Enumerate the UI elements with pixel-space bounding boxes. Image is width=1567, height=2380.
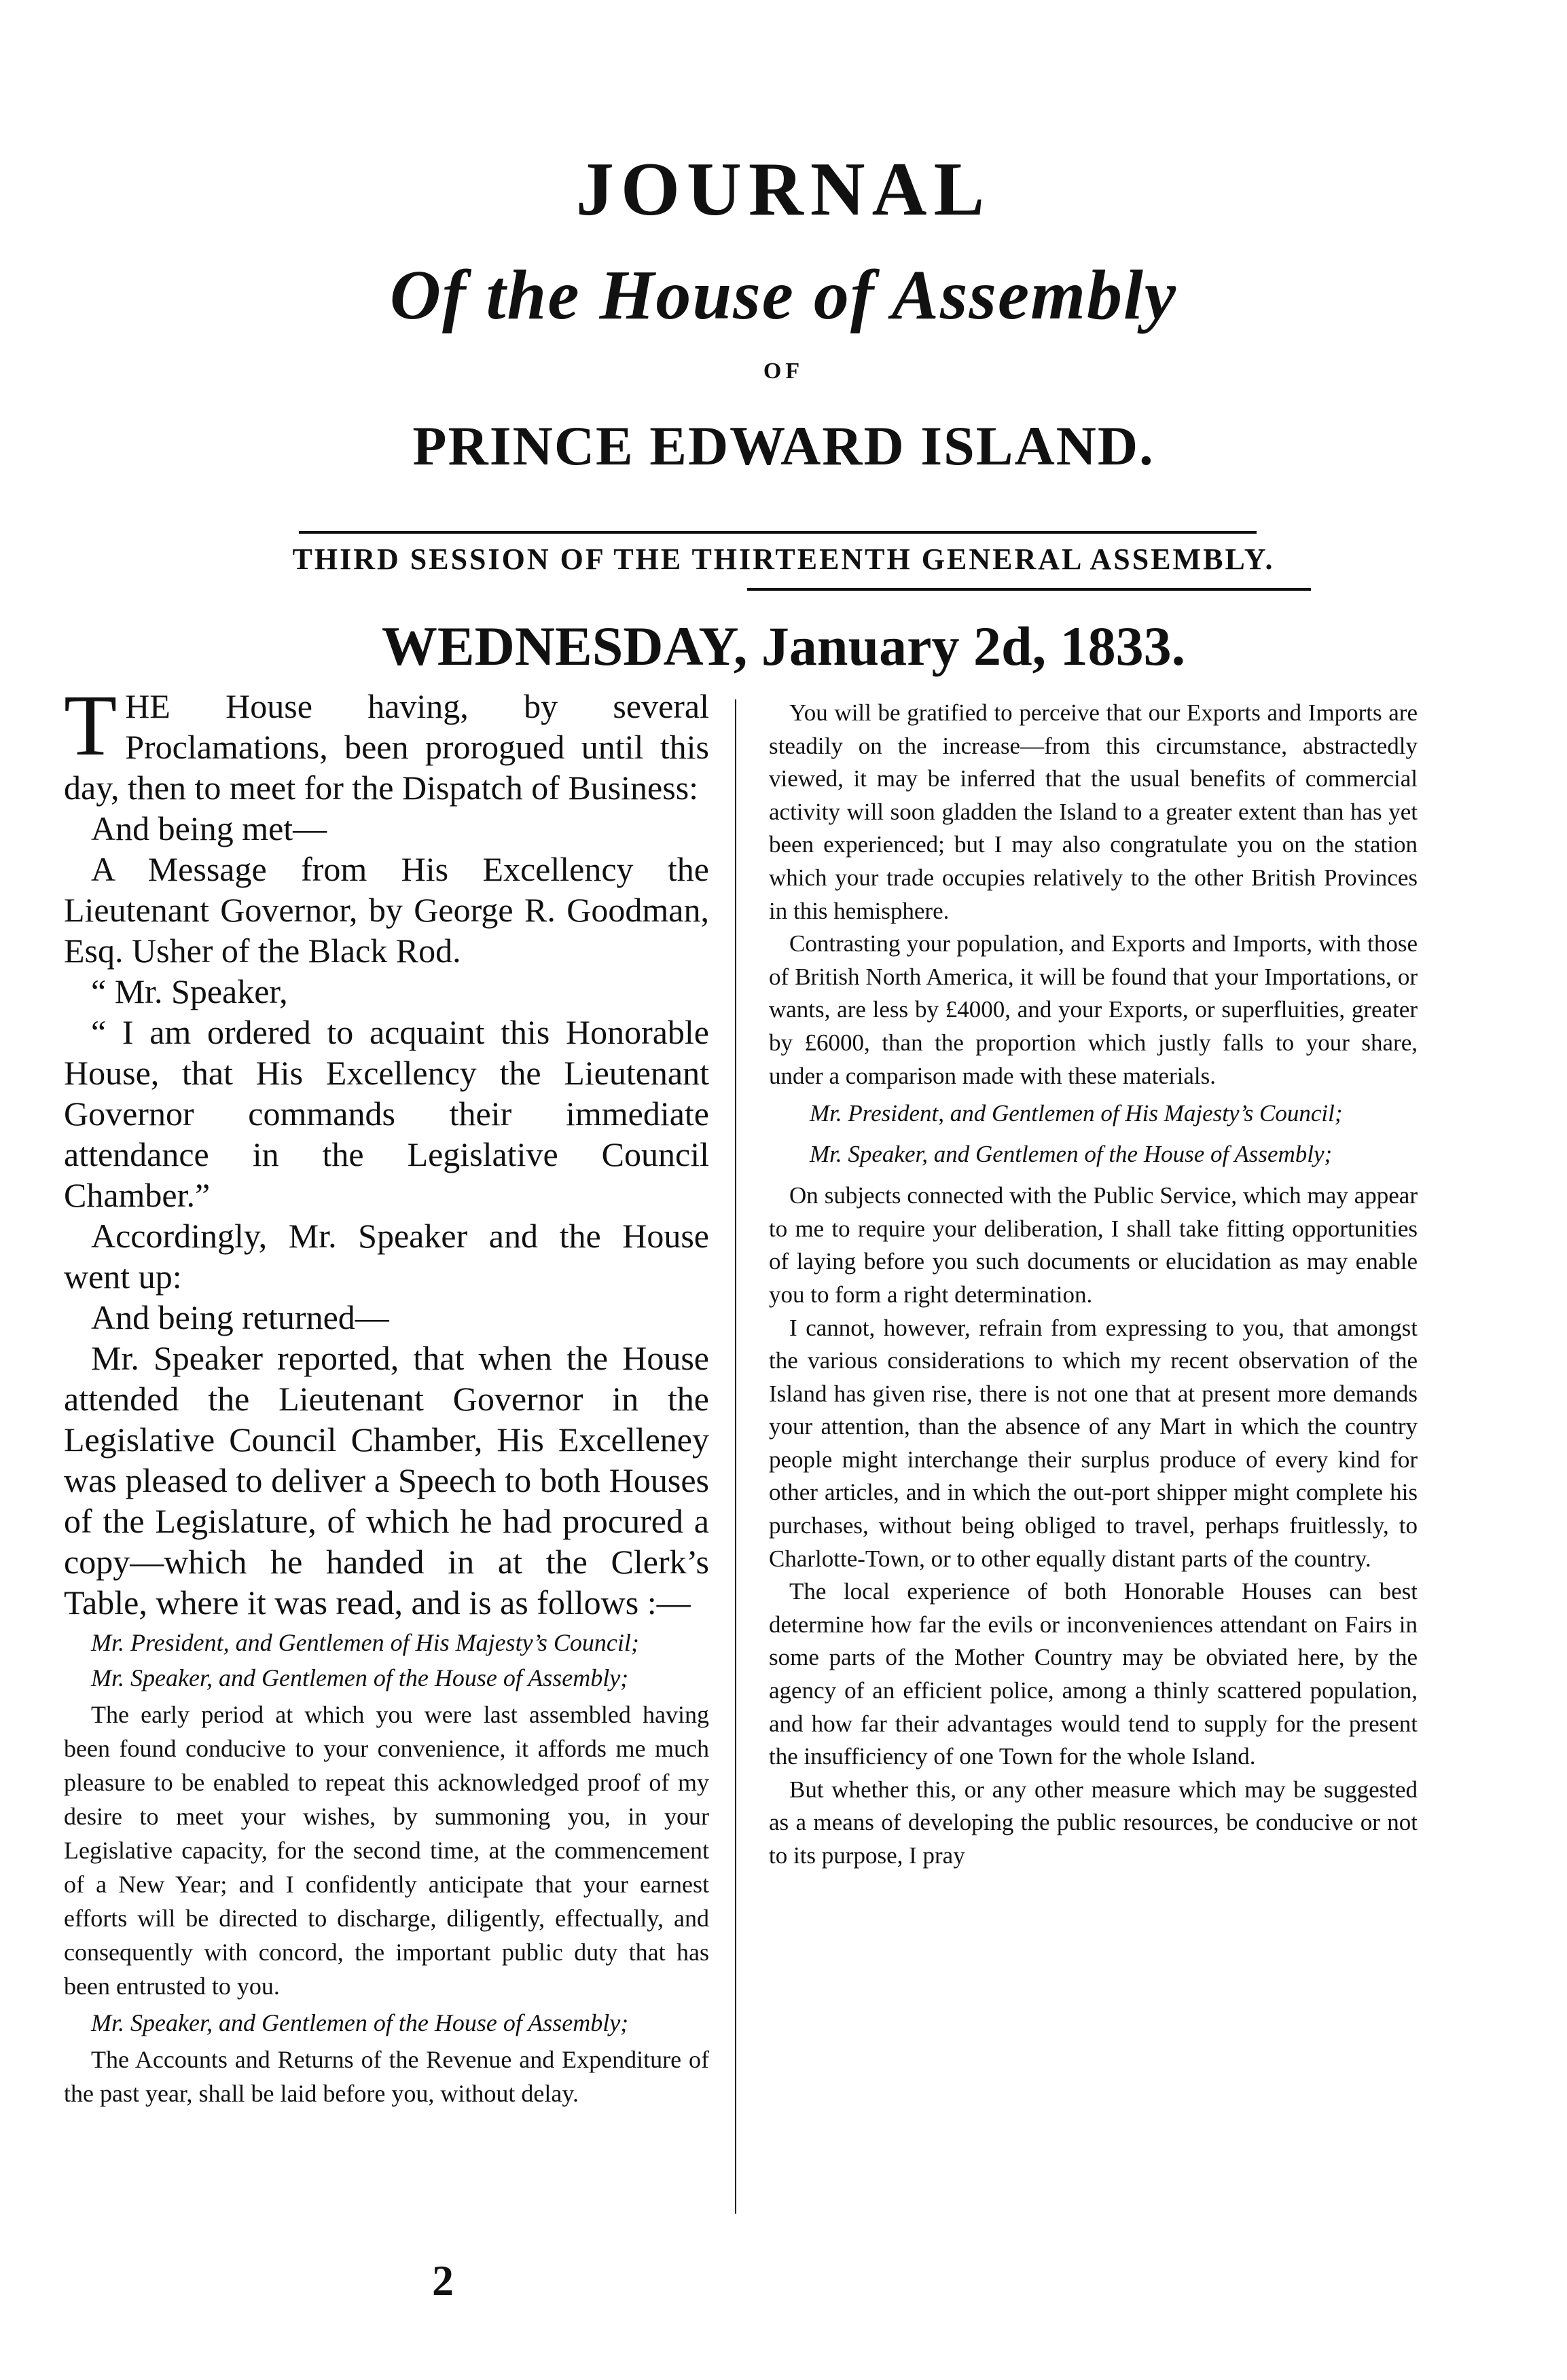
opening-text: HE House having, by several Proclamations, been prorogued until this day, then to meet for the Dispatch of Business: [64, 687, 709, 807]
opening-paragraph [64, 677, 709, 808]
journal-title: JOURNAL [575, 147, 992, 232]
speech-paragraph: On subjects connected with the Public Service, which may appear to me to require your deliberation, I shall take fitting opportunities of laying before you such documents or elucidation as may enable you to form a right determination. [769, 1182, 1418, 1308]
paragraph: Mr. Speaker reported, that when the House attended the Lieutenant Governor in the Legislative Council Chamber, His Excelleney was pleased to deliver a Speech to both Houses of the Legislature, of which he had procured a copy—which he handed in at the Clerk’s Table, where it was read, and is as follows :— [64, 1339, 709, 1622]
session-rule-bottom [747, 588, 1311, 591]
paragraph: And being met— [91, 809, 327, 847]
paragraph: A Message from His Excellency the Lieutenant Governor, by George R. Goodman, Esq. Usher of the Black Rod. [64, 850, 709, 970]
speech-paragraph: The early period at which you were last assembled having been found conducive to your convenience, it affords me much pleasure to be enabled to repeat this acknowledged proof of my desire to meet your wishes, by summoning you, in your Legislative capacity, for the second time, at the commencement of a New Year; and I confidently anticipate that your earnest efforts will be directed to discharge, diligently, effectually, and consequently with concord, the important public duty that has been entrusted to you. [64, 1701, 709, 2000]
speech-paragraph: I cannot, however, refrain from expressing to you, that amongst the various considerations to which my recent observation of the Island has given rise, there is not one that at present more demands your attention, than the absence of any Mart in which the country people might interchange their surplus produce of every kind for other articles, and in which the out-port shipper might complete his purchases, without being obliged to travel, perhaps fruitlessly, to Charlotte-Town, or to other equally distant parts of the country. [769, 1314, 1418, 1572]
address-line: Mr. Speaker, and Gentlemen of the House of Assembly; [810, 1141, 1333, 1168]
journal-of: OF [763, 359, 804, 384]
speech-paragraph: The local experience of both Honorable Houses can best determine how far the evils or inconveniences attendant on Fairs in some parts of the Mother Country may be obviated here, by the agency of an efficient police, among a thinly scattered population, and how far their advantages would tend to supply for the present the insufficiency of one Town for the whole Island. [769, 1578, 1418, 1770]
paragraph: “ Mr. Speaker, [91, 972, 288, 1010]
column-divider [735, 699, 736, 2214]
paragraph: “ I am ordered to acquaint this Honorable House, that His Excellency the Lieutenant Governor commands their immediate attendance in the Legislative Council Chamber.” [64, 1013, 709, 1214]
speech-paragraph: Contrasting your population, and Exports and Imports, with those of British North America, it will be found that your Importations, or wants, are less by £4000, and your Exports, or superfluities, greater by £6000, than the proportion which justly falls to your share, under a comparison made with these materials. [769, 930, 1418, 1089]
journal-subtitle: Of the House of Assembly [389, 256, 1178, 334]
speech-paragraph: But whether this, or any other measure which may be suggested as a means of developing the public resources, be conducive or not to its purpose, I pray [769, 1776, 1418, 1869]
paragraph: Accordingly, Mr. Speaker and the House went up: [64, 1217, 709, 1296]
dateline: WEDNESDAY, January 2d, 1833. [381, 615, 1186, 677]
paragraph: And being returned— [91, 1298, 389, 1336]
address-line: Mr. Speaker, and Gentlemen of the House of Assembly; [91, 1664, 629, 1691]
journal-place: PRINCE EDWARD ISLAND. [412, 415, 1155, 477]
session-heading: THIRD SESSION OF THE THIRTEENTH GENERAL ASSEMBLY. [292, 543, 1275, 576]
drop-cap: T [64, 677, 118, 773]
right-column [769, 697, 1418, 1873]
address-line: Mr. Speaker, and Gentlemen of the House of Assembly; [91, 2009, 629, 2036]
speech-paragraph: You will be gratified to perceive that our Exports and Imports are steadily on the increase—from this circumstance, abstractedly viewed, it may be inferred that the usual benefits of commercial activity will soon gladden the Island to a greater extent than has yet been experienced; but I may also congratulate you on the station which your trade occupies relatively to the other British Provinces in this hemisphere. [769, 699, 1418, 924]
address-line: Mr. President, and Gentlemen of His Majesty’s Council; [810, 1100, 1343, 1127]
page-number: 2 [432, 2256, 454, 2305]
address-line: Mr. President, and Gentlemen of His Majesty’s Council; [91, 1629, 639, 1656]
session-rule-top [299, 531, 1257, 534]
left-column [64, 677, 709, 2110]
speech-paragraph: The Accounts and Returns of the Revenue and Expenditure of the past year, shall be laid before you, without delay. [64, 2046, 709, 2107]
